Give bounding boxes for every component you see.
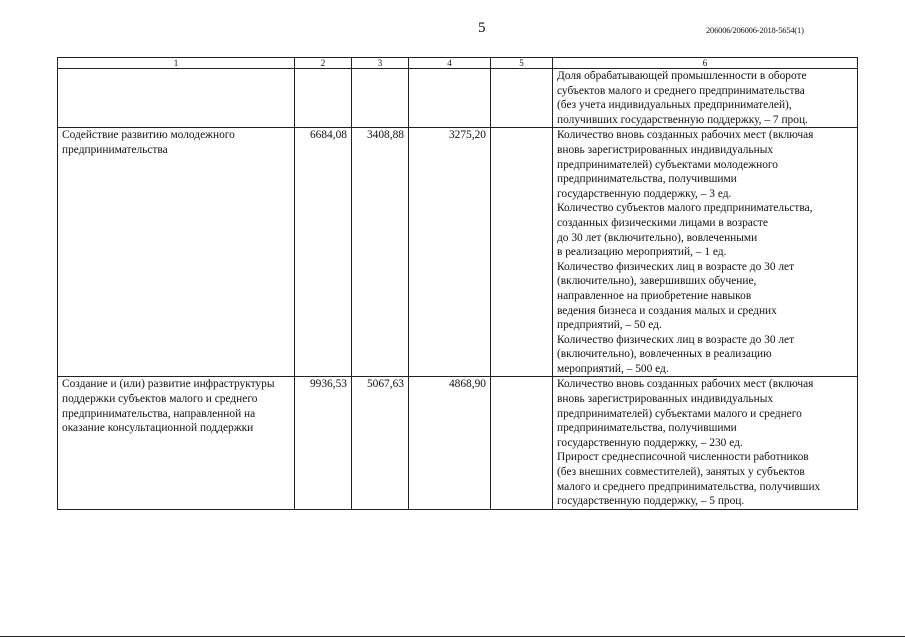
col3-value-cell: 3408,88 <box>352 128 409 377</box>
indicator-line: в реализацию мероприятий, – 1 ед. <box>557 246 727 259</box>
col5-value-cell <box>491 377 553 509</box>
indicator-text <box>557 201 853 259</box>
page-number: 5 <box>478 20 486 36</box>
indicator-line: малого и среднего предпринимательства, получивших <box>557 480 821 493</box>
indicator-line: предпринимателей) субъектами малого и среднего <box>557 407 802 420</box>
measure-name-cell: Создание и (или) развитие инфраструктуры поддержки субъектов малого и среднего предпринимательства, направленной на оказание консультационной поддержки <box>58 377 295 509</box>
indicator-line: созданных физическими лицами в возрасте <box>557 216 768 229</box>
column-header: 2 <box>295 58 352 69</box>
indicator-line: (включительно), вовлеченных в реализацию <box>557 348 772 361</box>
col3-value-cell <box>352 69 409 128</box>
measure-name-cell: Содействие развитию молодежного предпринимательства <box>58 128 295 377</box>
bottom-rule <box>0 636 905 637</box>
indicator-text <box>557 377 853 450</box>
indicator-line: ведения бизнеса и создания малых и средних <box>557 304 777 317</box>
col3-value-cell: 5067,63 <box>352 377 409 509</box>
indicator-line: государственную поддержку, – 230 ед. <box>557 436 743 449</box>
col5-value-cell <box>491 69 553 128</box>
indicator-line: государственную поддержку, – 5 проц. <box>557 495 745 508</box>
table-row <box>58 128 858 377</box>
indicator-line: вновь зарегистрированных индивидуальных <box>557 393 774 406</box>
indicator-text <box>557 128 853 201</box>
indicator-line: (включительно), завершивших обучение, <box>557 275 757 288</box>
indicator-line: государственную поддержку, – 3 ед. <box>557 187 732 200</box>
indicator-line: Количество вновь созданных рабочих мест (включая <box>557 129 814 142</box>
indicator-line: Доля обрабатывающей промышленности в обороте <box>557 70 807 82</box>
indicator-line: Количество вновь созданных рабочих мест (включая <box>557 378 814 391</box>
table-row <box>58 377 858 509</box>
column-header: 3 <box>352 58 409 69</box>
indicator-line: предпринимателей) субъектами молодежного <box>557 158 778 171</box>
indicators-cell <box>553 69 858 128</box>
table-row <box>58 69 858 128</box>
indicator-line: Количество субъектов малого предпринимательства, <box>557 202 813 215</box>
indicator-text <box>557 69 853 127</box>
indicator-line: получивших государственную поддержку, – 7 проц. <box>557 113 808 126</box>
indicator-line: Количество физических лиц в возрасте до 30 лет <box>557 333 795 346</box>
indicators-cell <box>553 128 858 377</box>
indicator-line: вновь зарегистрированных индивидуальных <box>557 143 774 156</box>
indicator-line: предпринимательства, получившими <box>557 422 737 435</box>
indicator-line: предпринимательства, получившими <box>557 173 737 186</box>
indicator-line: предприятий, – 50 ед. <box>557 319 662 332</box>
program-table <box>57 57 858 510</box>
col2-value-cell: 6684,08 <box>295 128 352 377</box>
column-header: 4 <box>409 58 491 69</box>
indicator-text <box>557 450 853 508</box>
col4-value-cell: 3275,20 <box>409 128 491 377</box>
indicator-line: Количество физических лиц в возрасте до 30 лет <box>557 260 795 273</box>
indicator-line: Прирост среднесписочной численности работников <box>557 451 809 464</box>
indicator-line: (без внешних совместителей), занятых у субъектов <box>557 466 805 479</box>
col4-value-cell: 4868,90 <box>409 377 491 509</box>
indicator-text <box>557 333 853 377</box>
indicators-cell <box>553 377 858 509</box>
col2-value-cell: 9936,53 <box>295 377 352 509</box>
column-header: 1 <box>58 58 295 69</box>
col4-value-cell <box>409 69 491 128</box>
col5-value-cell <box>491 128 553 377</box>
indicator-line: мероприятий, – 500 ед. <box>557 362 669 375</box>
col2-value-cell <box>295 69 352 128</box>
indicator-line: (без учета индивидуальных предпринимателей), <box>557 99 792 112</box>
measure-name-cell <box>58 69 295 128</box>
indicator-text <box>557 260 853 333</box>
table-header-row <box>58 58 858 69</box>
indicator-line: до 30 лет (включительно), вовлеченными <box>557 231 758 244</box>
indicator-line: направленное на приобретение навыков <box>557 289 752 302</box>
document-id: 206006/206006-2018-5654(1) <box>706 25 804 35</box>
column-header: 5 <box>491 58 553 69</box>
column-header: 6 <box>553 58 858 69</box>
indicator-line: субъектов малого и среднего предпринимательства <box>557 84 805 97</box>
